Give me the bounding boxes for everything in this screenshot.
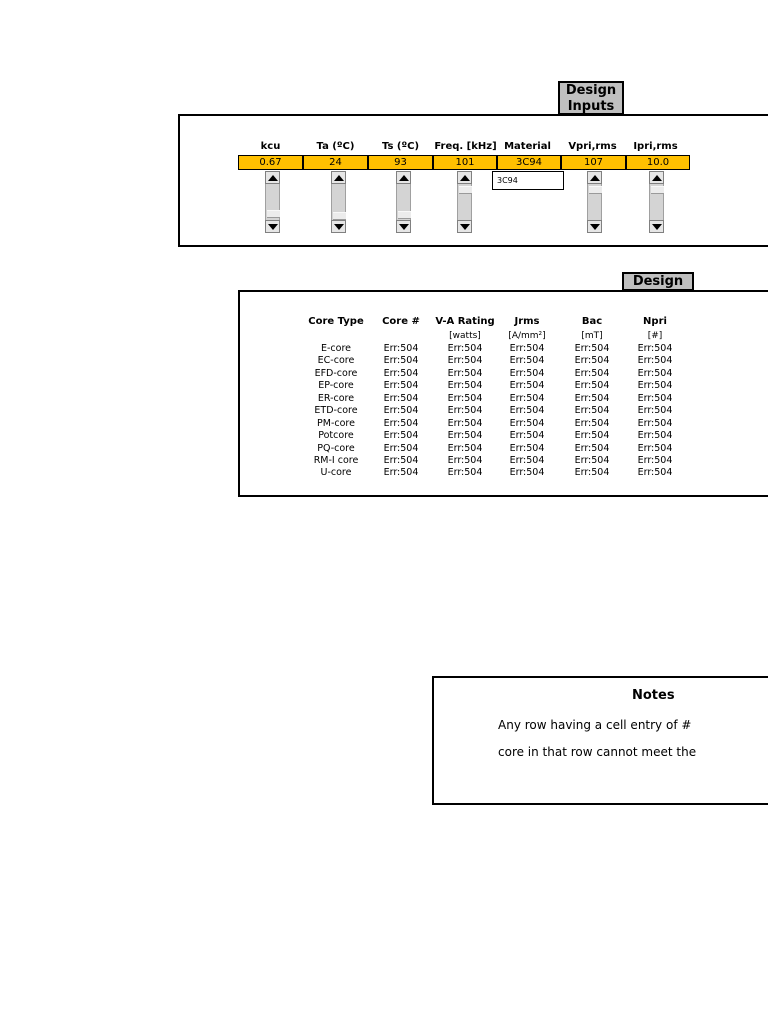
table-cell: Err:504	[637, 367, 673, 379]
table-cell: Err:504	[574, 367, 610, 379]
table-cell: Err:504	[574, 442, 610, 454]
list-item: U-core	[320, 467, 352, 479]
vpri-spinner[interactable]	[587, 171, 602, 233]
ts-spinner[interactable]	[396, 171, 411, 233]
table-cell: Err:504	[637, 430, 673, 442]
input-values-row	[238, 155, 690, 170]
notes-panel	[432, 676, 768, 805]
table-cell: Err:504	[447, 343, 483, 354]
freq-spinner-thumb[interactable]	[459, 186, 472, 194]
list-item: E-core	[320, 343, 351, 354]
kcu-spinner-down[interactable]	[265, 220, 280, 233]
ipri-spinner-down[interactable]	[649, 220, 664, 233]
freq-spinner-track[interactable]	[457, 184, 472, 220]
table-cell: Err:504	[637, 467, 673, 479]
ts-spinner-thumb[interactable]	[398, 211, 411, 219]
header-ts: Ts (ºC)	[381, 141, 420, 152]
table-cell: Err:504	[637, 417, 673, 429]
table-cell: Err:504	[383, 343, 419, 354]
table-cell: Err:504	[447, 467, 483, 479]
table-cell: Err:504	[447, 355, 483, 367]
list-item: EC-core	[317, 355, 355, 367]
vpri-spinner-track[interactable]	[587, 184, 602, 220]
table-cell: Err:504	[383, 442, 419, 454]
notes-title: Notes	[632, 688, 675, 703]
table-cell: Err:504	[383, 380, 419, 392]
list-item: Potcore	[318, 430, 354, 442]
table-cell: Err:504	[383, 467, 419, 479]
col-va-rating-unit: [watts]	[449, 331, 481, 341]
table-cell: Err:504	[574, 392, 610, 404]
col-bac-header: Bac	[581, 316, 603, 327]
header-ipri: Ipri,rms	[633, 141, 678, 152]
header-ta: Ta (ºC)	[316, 141, 355, 152]
table-cell: Err:504	[383, 405, 419, 417]
value-material[interactable]: 3C94	[497, 155, 561, 170]
vpri-spinner-down[interactable]	[587, 220, 602, 233]
table-cell: Err:504	[447, 380, 483, 392]
table-cell: Err:504	[383, 367, 419, 379]
table-cell: Err:504	[447, 367, 483, 379]
table-cell: Err:504	[574, 467, 610, 479]
freq-spinner-down[interactable]	[457, 220, 472, 233]
col-core-type-unit	[302, 330, 370, 343]
table-cell: Err:504	[637, 442, 673, 454]
table-cell: Err:504	[574, 343, 610, 354]
table-cell: Err:504	[447, 442, 483, 454]
header-material: Material	[504, 141, 551, 152]
header-kcu: kcu	[260, 141, 281, 152]
design-inputs-tab-line2: Inputs	[567, 99, 615, 114]
table-cell: Err:504	[447, 405, 483, 417]
table-cell: Err:504	[637, 380, 673, 392]
table-cell: Err:504	[509, 405, 545, 417]
table-cell: Err:504	[574, 380, 610, 392]
header-vpri: Vpri,rms	[568, 141, 617, 152]
value-ta[interactable]: 24	[303, 155, 368, 170]
table-cell: Err:504	[509, 454, 545, 466]
table-cell: Err:504	[509, 343, 545, 354]
table-cell: Err:504	[637, 392, 673, 404]
list-item: PQ-core	[317, 442, 355, 454]
ts-spinner-track[interactable]	[396, 184, 411, 220]
list-item: EFD-core	[314, 367, 358, 379]
kcu-spinner-thumb[interactable]	[267, 210, 280, 218]
value-ts[interactable]: 93	[368, 155, 433, 170]
vpri-spinner-thumb[interactable]	[589, 186, 602, 194]
ta-spinner-thumb[interactable]	[333, 212, 346, 220]
table-cell: Err:504	[447, 454, 483, 466]
kcu-spinner-up[interactable]	[265, 171, 280, 184]
notes-line-1: Any row having a cell entry of #	[498, 718, 692, 732]
list-item: PM-core	[317, 417, 355, 429]
col-npri-unit: [#]	[647, 331, 663, 341]
table-cell: Err:504	[637, 405, 673, 417]
table-cell: Err:504	[637, 343, 673, 354]
col-npri-header: Npri	[643, 316, 667, 327]
ta-spinner-down[interactable]	[331, 220, 346, 233]
value-ipri[interactable]: 10.0	[626, 155, 690, 170]
table-cell: Err:504	[637, 355, 673, 367]
ta-spinner[interactable]	[331, 171, 346, 233]
material-dropdown[interactable]: 3C94	[492, 171, 564, 190]
table-cell: Err:504	[383, 417, 419, 429]
col-npri	[625, 316, 685, 480]
ipri-spinner-track[interactable]	[649, 184, 664, 220]
table-cell: Err:504	[383, 392, 419, 404]
table-cell: Err:504	[509, 355, 545, 367]
col-va-rating-header: V-A Rating	[435, 316, 495, 327]
table-cell: Err:504	[447, 417, 483, 429]
value-kcu[interactable]: 0.67	[238, 155, 303, 170]
freq-spinner[interactable]	[457, 171, 472, 233]
table-cell: Err:504	[574, 454, 610, 466]
value-freq[interactable]: 101	[433, 155, 497, 170]
ta-spinner-track[interactable]	[331, 184, 346, 220]
table-cell: Err:504	[574, 355, 610, 367]
table-cell: Err:504	[509, 380, 545, 392]
ipri-spinner[interactable]	[649, 171, 664, 233]
col-jrms-unit: [A/mm²]	[508, 331, 546, 341]
table-cell: Err:504	[574, 405, 610, 417]
ts-spinner-down[interactable]	[396, 220, 411, 233]
col-core-number-unit	[370, 330, 432, 343]
table-cell: Err:504	[383, 430, 419, 442]
design-results-tab: Design	[622, 272, 694, 291]
col-core-type-header: Core Type	[308, 316, 364, 327]
col-core-type	[302, 316, 370, 480]
table-cell: Err:504	[509, 417, 545, 429]
notes-line-2: core in that row cannot meet the	[498, 745, 697, 759]
table-cell: Err:504	[574, 417, 610, 429]
table-cell: Err:504	[509, 392, 545, 404]
table-cell: Err:504	[383, 454, 419, 466]
col-jrms-header: Jrms	[514, 316, 540, 327]
table-cell: Err:504	[574, 430, 610, 442]
col-core-number	[370, 316, 432, 480]
table-cell: Err:504	[447, 392, 483, 404]
table-cell: Err:504	[509, 367, 545, 379]
col-bac	[562, 316, 622, 480]
design-inputs-tab	[558, 81, 624, 115]
table-cell: Err:504	[509, 467, 545, 479]
ta-spinner-up[interactable]	[331, 171, 346, 184]
table-cell: Err:504	[383, 355, 419, 367]
ipri-spinner-up[interactable]	[649, 171, 664, 184]
table-cell: Err:504	[447, 430, 483, 442]
list-item: ETD-core	[314, 405, 358, 417]
kcu-spinner-track[interactable]	[265, 184, 280, 220]
kcu-spinner[interactable]	[265, 171, 280, 233]
value-vpri[interactable]: 107	[561, 155, 626, 170]
col-bac-unit: [mT]	[581, 331, 603, 341]
ts-spinner-up[interactable]	[396, 171, 411, 184]
list-item: EP-core	[318, 380, 354, 392]
table-cell: Err:504	[509, 442, 545, 454]
design-inputs-tab-line1: Design	[565, 83, 617, 98]
table-cell: Err:504	[637, 454, 673, 466]
header-freq: Freq. [kHz]	[434, 141, 497, 152]
col-jrms	[498, 316, 556, 480]
col-va-rating	[432, 316, 498, 480]
list-item: ER-core	[317, 392, 355, 404]
freq-spinner-up[interactable]	[457, 171, 472, 184]
ipri-spinner-thumb[interactable]	[651, 186, 664, 194]
vpri-spinner-up[interactable]	[587, 171, 602, 184]
table-cell: Err:504	[509, 430, 545, 442]
list-item: RM-I core	[313, 454, 359, 466]
col-core-number-header: Core #	[382, 316, 420, 327]
